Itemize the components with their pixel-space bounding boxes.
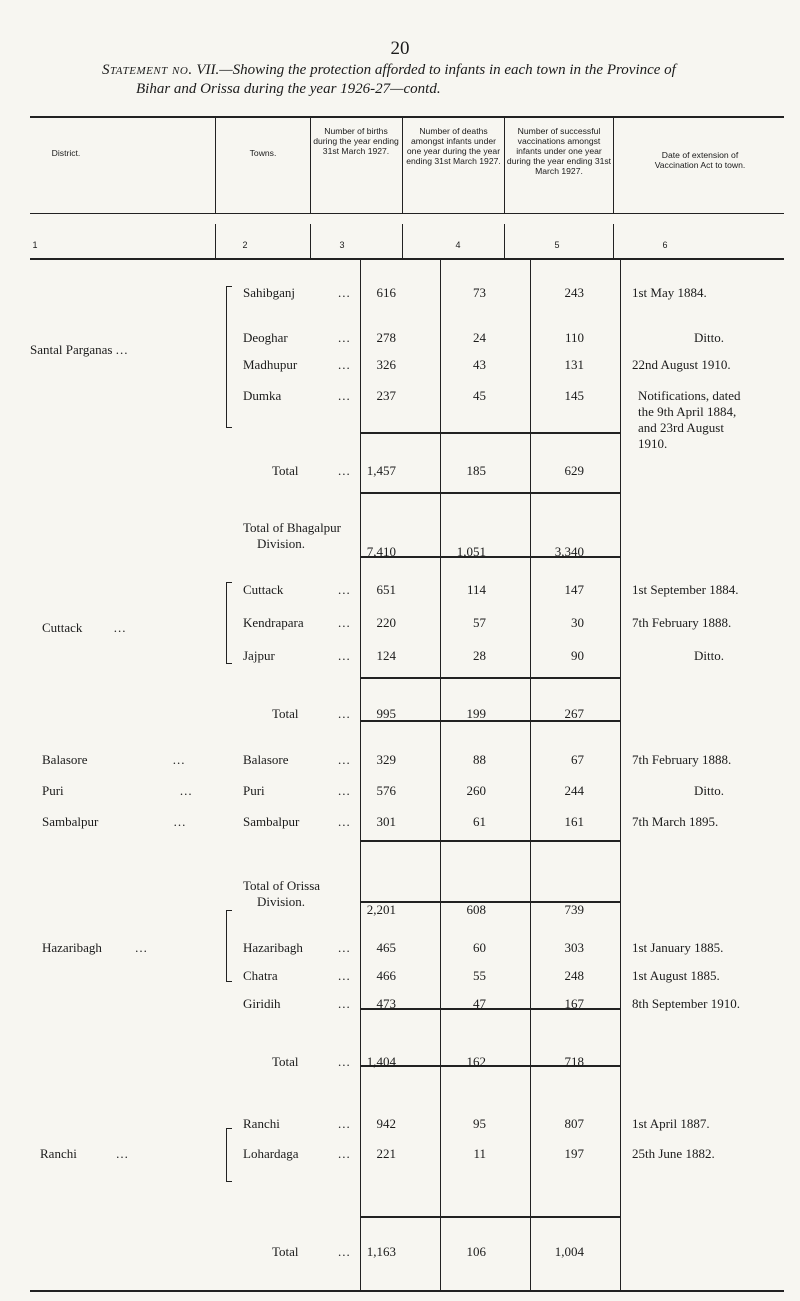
births-value: 237: [376, 388, 396, 403]
vaccinations-value: 807: [564, 1116, 584, 1131]
births-value: 301: [376, 814, 396, 829]
vaccinations-value: 197: [564, 1146, 584, 1161]
town-name: [243, 783, 351, 799]
col-rule-1: [215, 118, 216, 214]
deaths-value: 95: [473, 1116, 486, 1131]
town-label: Kendrapara: [243, 615, 304, 630]
extension-date: 8th September 1910.: [632, 996, 740, 1011]
leader-dots: ...: [338, 706, 351, 721]
leader-dots: ...: [338, 783, 351, 798]
extension-date: Ditto.: [694, 783, 724, 798]
deaths-value: 260: [466, 783, 486, 798]
brace-santal: [226, 286, 232, 428]
town-name: [243, 996, 351, 1012]
deaths-value: 73: [473, 285, 486, 300]
total-rule: [361, 840, 620, 842]
vaccinations-value: 110: [564, 330, 584, 345]
town-name: [243, 814, 351, 830]
vaccinations-value: 161: [564, 814, 584, 829]
town-line: Total of Orissa: [243, 878, 321, 893]
leader-dots: ...: [338, 285, 351, 300]
town-name: [243, 1146, 351, 1162]
total-label: [243, 878, 320, 910]
town-name: [243, 582, 351, 598]
leader-dots: ...: [179, 783, 193, 798]
header-bottom-rule: [30, 213, 784, 214]
leader-dots: ...: [338, 814, 351, 829]
extension-date: 25th June 1882.: [632, 1146, 715, 1161]
births-value: 465: [376, 940, 396, 955]
colnum-bottom-rule: [30, 258, 784, 260]
extension-date: 22nd August 1910.: [632, 357, 731, 372]
district-sambalpur: [42, 814, 186, 830]
town-name: [243, 1116, 351, 1132]
leader-dots: ...: [338, 615, 351, 630]
statement-title-rest: VII.—Showing the protection afforded to infants in each town in the Province of: [196, 62, 676, 78]
extension-date: [638, 388, 741, 452]
body-rule-3: [440, 258, 441, 1290]
leader-dots: ...: [135, 940, 148, 955]
leader-dots: ...: [338, 1116, 351, 1131]
town-label: Sahibganj: [243, 285, 295, 300]
vaccinations-value: 244: [564, 783, 584, 798]
town-label: Total: [272, 1054, 299, 1069]
vaccinations-value: 629: [564, 463, 584, 478]
leader-dots: ...: [338, 388, 351, 403]
leader-dots: ...: [115, 342, 129, 357]
births-value: 466: [376, 968, 396, 983]
town-name: [243, 388, 351, 404]
total-rule: [361, 492, 620, 494]
births-value: 221: [376, 1146, 396, 1161]
leader-dots: ...: [113, 620, 127, 635]
extension-date: 1st April 1887.: [632, 1116, 710, 1131]
town-label: Balasore: [243, 752, 289, 767]
district-name: Hazaribagh: [42, 940, 102, 955]
leader-dots: ...: [338, 648, 351, 663]
district-name: Cuttack: [42, 620, 83, 635]
date-line: and 23rd August: [638, 420, 724, 435]
extension-date: 1st September 1884.: [632, 582, 739, 597]
deaths-value: 114: [466, 582, 486, 597]
column-number-6: 6: [662, 240, 668, 250]
deaths-value: 24: [473, 330, 486, 345]
town-label: Madhupur: [243, 357, 298, 372]
births-value: 651: [376, 582, 396, 597]
births-value: 329: [376, 752, 396, 767]
col-rule-5: [613, 118, 614, 214]
deaths-value: 11: [473, 1146, 486, 1161]
district-puri: [42, 783, 193, 799]
vaccinations-value: 3,340: [554, 544, 584, 559]
extension-date: 7th March 1895.: [632, 814, 719, 829]
town-name: [243, 357, 351, 373]
deaths-value: 199: [466, 706, 486, 721]
deaths-value: 47: [473, 996, 486, 1011]
leader-dots: ...: [338, 752, 351, 767]
district-name: Ranchi: [40, 1146, 77, 1161]
total-label: [272, 463, 351, 479]
statement-subtitle: Bihar and Orissa during the year 1926-27—contd.: [136, 81, 441, 97]
date-line: the 9th April 1884,: [638, 404, 737, 419]
town-line: Total of Bhagalpur: [243, 520, 342, 535]
district-santal-parganas: [30, 342, 128, 358]
total-rule: [361, 1216, 620, 1218]
deaths-value: 45: [473, 388, 486, 403]
births-value: 1,163: [366, 1244, 396, 1259]
town-label: Dumka: [243, 388, 282, 403]
extension-date: 1st May 1884.: [632, 285, 707, 300]
body-rule-2: [360, 258, 361, 1290]
deaths-value: 60: [473, 940, 486, 955]
total-label: [272, 1054, 351, 1070]
town-label: Jajpur: [243, 648, 275, 663]
extension-date: 1st August 1885.: [632, 968, 720, 983]
leader-dots: ...: [338, 357, 351, 372]
town-label: Ranchi: [243, 1116, 280, 1131]
leader-dots: ...: [338, 996, 351, 1011]
brace-cuttack: [226, 582, 232, 664]
town-name: [243, 330, 351, 346]
leader-dots: ...: [338, 582, 351, 597]
total-label: [272, 1244, 351, 1260]
extension-date: 7th February 1888.: [632, 752, 732, 767]
births-value: 1,404: [366, 1054, 396, 1069]
col-rule-3: [402, 118, 403, 214]
vaccinations-value: 718: [564, 1054, 584, 1069]
colnum-rule-5: [613, 224, 614, 258]
district-name: Balasore: [42, 752, 88, 767]
colnum-rule-1: [215, 224, 216, 258]
town-label: Total: [272, 706, 299, 721]
leader-dots: ...: [338, 330, 351, 345]
leader-dots: ...: [338, 1244, 351, 1259]
deaths-value: 61: [473, 814, 486, 829]
town-label: Deoghar: [243, 330, 288, 345]
deaths-value: 185: [466, 463, 486, 478]
births-value: 124: [376, 648, 396, 663]
header-date: Date of extension of Vaccination Act to town.: [654, 150, 746, 170]
deaths-value: 43: [473, 357, 486, 372]
leader-dots: ...: [338, 1146, 351, 1161]
births-value: 942: [376, 1116, 396, 1131]
extension-date: 1st January 1885.: [632, 940, 724, 955]
district-balasore: [42, 752, 185, 768]
column-number-1: 1: [32, 240, 38, 250]
column-number-2: 2: [242, 240, 248, 250]
leader-dots: ...: [172, 752, 186, 767]
leader-dots: ...: [338, 463, 351, 478]
town-label: Puri: [243, 783, 265, 798]
town-label: Sambalpur: [243, 814, 300, 829]
header-vaccinations: Number of successful vaccinations amongst infants under one year during the year ending 31st March 1927.: [506, 126, 612, 176]
vaccinations-value: 30: [571, 615, 584, 630]
district-name: Santal Parganas: [30, 342, 113, 357]
deaths-value: 608: [466, 902, 486, 917]
town-name: [243, 940, 351, 956]
total-rule: [361, 677, 620, 679]
district-name: Puri: [42, 783, 64, 798]
header-births: Number of births during the year ending 31st March 1927.: [313, 126, 399, 156]
header-towns: Towns.: [249, 148, 277, 158]
leader-dots: ...: [116, 1146, 129, 1161]
table-bottom-rule: [30, 1290, 784, 1292]
vaccinations-value: 67: [571, 752, 584, 767]
town-line: Division.: [257, 894, 306, 909]
total-rule: [361, 432, 620, 434]
body-rule-5: [620, 258, 621, 1290]
town-name: [243, 968, 351, 984]
vaccinations-value: 303: [564, 940, 584, 955]
body-rule-4: [530, 258, 531, 1290]
births-value: 1,457: [366, 463, 396, 478]
extension-date: 7th February 1888.: [632, 615, 732, 630]
town-label: Cuttack: [243, 582, 284, 597]
column-number-5: 5: [554, 240, 560, 250]
town-name: [243, 752, 351, 768]
births-value: 995: [376, 706, 396, 721]
total-label: [272, 706, 351, 722]
date-line: 1910.: [638, 436, 668, 451]
colnum-rule-4: [504, 224, 505, 258]
vaccinations-value: 267: [564, 706, 584, 721]
brace-ranchi: [226, 1128, 232, 1182]
deaths-value: 88: [473, 752, 486, 767]
town-line: Division.: [257, 536, 306, 551]
births-value: 326: [376, 357, 396, 372]
births-value: 278: [376, 330, 396, 345]
statement-title: [102, 62, 676, 79]
town-name: [243, 285, 351, 301]
town-name: [243, 648, 351, 664]
vaccinations-value: 167: [564, 996, 584, 1011]
page-number: 20: [390, 38, 410, 59]
statement-label: Statement no.: [102, 62, 193, 78]
district-name: Sambalpur: [42, 814, 99, 829]
deaths-value: 1,051: [456, 544, 486, 559]
town-label: Chatra: [243, 968, 278, 983]
brace-hazaribagh: [226, 910, 232, 982]
district-hazaribagh: [42, 940, 148, 956]
vaccinations-value: 90: [571, 648, 584, 663]
deaths-value: 55: [473, 968, 486, 983]
births-value: 616: [376, 285, 396, 300]
births-value: 2,201: [366, 902, 396, 917]
vaccinations-value: 243: [564, 285, 584, 300]
vaccinations-value: 131: [564, 357, 584, 372]
colnum-rule-3: [402, 224, 403, 258]
deaths-value: 162: [466, 1054, 486, 1069]
births-value: 576: [376, 783, 396, 798]
vaccinations-value: 145: [564, 388, 584, 403]
extension-date: Ditto.: [694, 648, 724, 663]
deaths-value: 57: [473, 615, 486, 630]
leader-dots: ...: [338, 1054, 351, 1069]
town-name: [243, 615, 351, 631]
district-cuttack: [42, 620, 126, 636]
leader-dots: ...: [338, 968, 351, 983]
header-district: District.: [51, 148, 81, 158]
vaccinations-value: 739: [564, 902, 584, 917]
header-deaths: Number of deaths amongst infants under one year during the year ending 31st March 1927.: [406, 126, 501, 166]
leader-dots: ...: [338, 940, 351, 955]
date-line: Notifications, dated: [638, 388, 741, 403]
colnum-rule-2: [310, 224, 311, 258]
town-label: Total: [272, 1244, 299, 1259]
births-value: 7,410: [366, 544, 396, 559]
births-value: 220: [376, 615, 396, 630]
total-label: [243, 520, 341, 552]
column-number-4: 4: [455, 240, 461, 250]
col-rule-2: [310, 118, 311, 214]
town-label: Total: [272, 463, 299, 478]
district-ranchi: [40, 1146, 129, 1162]
town-label: Giridih: [243, 996, 281, 1011]
vaccinations-value: 248: [564, 968, 584, 983]
vaccinations-value: 147: [564, 582, 584, 597]
extension-date: Ditto.: [694, 330, 724, 345]
vaccinations-value: 1,004: [554, 1244, 584, 1259]
town-label: Lohardaga: [243, 1146, 299, 1161]
births-value: 473: [376, 996, 396, 1011]
deaths-value: 106: [466, 1244, 486, 1259]
table-top-rule: [30, 116, 784, 118]
leader-dots: ...: [173, 814, 187, 829]
column-number-3: 3: [339, 240, 345, 250]
town-label: Hazaribagh: [243, 940, 303, 955]
deaths-value: 28: [473, 648, 486, 663]
